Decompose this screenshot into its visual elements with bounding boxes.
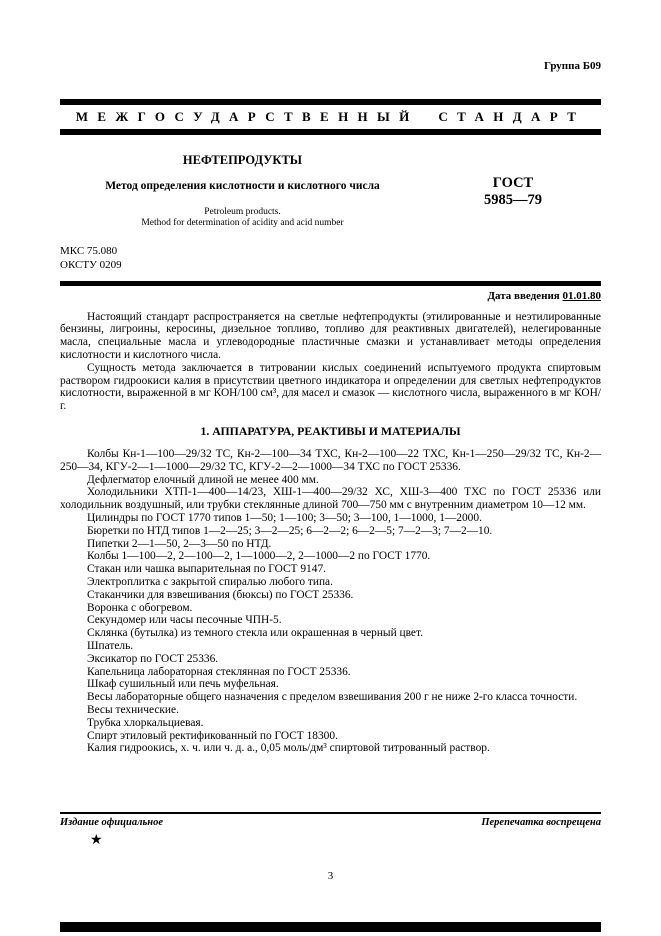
group-label: Группа Б09 — [544, 60, 601, 72]
document-subtitle: Метод определения кислотности и кислотного числа — [105, 180, 380, 192]
apparatus-item: Весы технические. — [87, 703, 179, 716]
gost-number: 5985—79 — [484, 191, 542, 208]
document-title: НЕФТЕПРОДУКТЫ — [182, 153, 303, 167]
apparatus-item: Трубка хлоркальциевая. — [87, 716, 204, 729]
footer-notes — [60, 817, 601, 828]
apparatus-item: Склянка (бутылка) из темного стекла или окрашенная в черный цвет. — [87, 627, 423, 640]
star-icon: ★ — [90, 833, 103, 848]
date-label: Дата введения — [487, 289, 560, 302]
gost-number-block — [425, 175, 601, 228]
apparatus-item: Спирт этиловый ректификованный по ГОСТ 18300. — [87, 729, 338, 742]
apparatus-item: Капельница лабораторная стеклянная по ГОСТ 25336. — [87, 665, 351, 678]
apparatus-item: Эксикатор по ГОСТ 25336. — [87, 652, 219, 665]
bottom-black-bar — [60, 922, 601, 932]
gost-label: ГОСТ — [492, 175, 534, 191]
apparatus-item: Секундомер или часы песочные ЧПН-5. — [87, 614, 282, 627]
apparatus-item: Электроплитка с закрытой спиралью любого типа. — [87, 575, 333, 588]
standard-type-banner — [60, 99, 601, 135]
horizontal-rule-thick — [60, 281, 601, 286]
introduction-date — [60, 290, 601, 302]
document-subtitle-en: Method for determination of acidity and acid number — [141, 218, 344, 228]
reprint-forbidden-note: Перепечатка воспрещена — [481, 817, 601, 828]
standard-type-text: МЕЖГОСУДАРСТВЕННЫЙ СТАНДАРТ — [75, 109, 586, 124]
intro-paragraph: Сущность метода заключается в титровании кислых соединений испытуемого продукта спиртовым раствором гидроокиси калия в присутствии цветного индикатора и определении для светлых нефтепродуктов кислотности, выраженной в мг КОН/100 см³, для масел и смазок — кислотного числа, выраженного в мг КОН/г. — [60, 361, 601, 413]
section-heading: 1. АППАРАТУРА, РЕАКТИВЫ И МАТЕРИАЛЫ — [200, 423, 461, 438]
official-edition-note: Издание официальное — [60, 817, 164, 828]
apparatus-item: Бюретки по НТД типов 1—2—25; 3—2—25; 6—2—2; 6—2—5; 7—2—3; 7—2—10. — [87, 524, 493, 537]
mks-code: МКС 75.080 — [60, 245, 118, 257]
title-column — [60, 153, 425, 228]
document-title-en: Petroleum products. — [204, 207, 281, 217]
page-content — [60, 0, 601, 755]
apparatus-item: Холодильники ХТП-1—400—14/23, ХШ-1—400—29/32 ХС, ХШ-3—400 ТХС по ГОСТ 25336 или холодильник воздушный, или трубки стеклянные длиной 700—750 мм с внутренним диаметром 10—12 мм. — [60, 486, 601, 512]
apparatus-item: Стакан или чашка выпарительная по ГОСТ 9147. — [87, 563, 326, 576]
apparatus-item: Колбы Кн-1—100—29/32 ТС, Кн-2—100—34 ТХС, Кн-2—100—22 ТХС, Кн-1—250—29/32 ТС, Кн-2—250—34, КГУ-2—1—1000—29/32 ТС, КГУ-2—2—1000—34 ТХС по ГОСТ 25336. — [60, 447, 601, 473]
apparatus-item: Воронка с обогревом. — [87, 601, 193, 614]
page-number: 3 — [327, 870, 334, 882]
date-value: 01.01.80 — [562, 289, 601, 302]
apparatus-item: Шпатель. — [87, 639, 134, 652]
apparatus-item: Стаканчики для взвешивания (бюксы) по ГОСТ 25336. — [87, 588, 354, 601]
classification-codes — [60, 244, 601, 273]
apparatus-item: Колбы 1—100—2, 2—100—2, 1—1000—2, 2—1000—2 по ГОСТ 1770. — [87, 550, 431, 563]
intro-paragraph: Настоящий стандарт распространяется на светлые нефтепродукты (этилированные и неэтилированные бензины, лигроины, керосины, дизельное топливо, топливо для реактивных двигателей), нелегированные масла, специальные масла и углеводородные пластичные смазки и устанавливает методы определения кислотности и кислотного числа. — [60, 310, 601, 361]
apparatus-item: Пипетки 2—1—50, 2—3—50 по НТД. — [87, 537, 272, 550]
title-area — [60, 153, 601, 228]
footer-rule — [60, 812, 601, 814]
apparatus-item: Весы лабораторные общего назначения с пределом взвешивания 200 г не ниже 2-го класса точности. — [87, 691, 578, 704]
apparatus-item: Цилиндры по ГОСТ 1770 типов 1—50; 1—100; 3—50; 3—100, 1—1000, 1—2000. — [87, 511, 482, 524]
apparatus-item: Шкаф сушильный или печь муфельная. — [87, 678, 279, 691]
page-footer — [60, 812, 601, 936]
apparatus-item: Дефлегматор елочный длиной не менее 400 мм. — [87, 473, 319, 486]
apparatus-item: Калия гидроокись, х. ч. или ч. д. а., 0,05 моль/дм³ спиртовой титрованный раствор. — [87, 742, 490, 755]
okstu-code: ОКСТУ 0209 — [60, 259, 122, 272]
